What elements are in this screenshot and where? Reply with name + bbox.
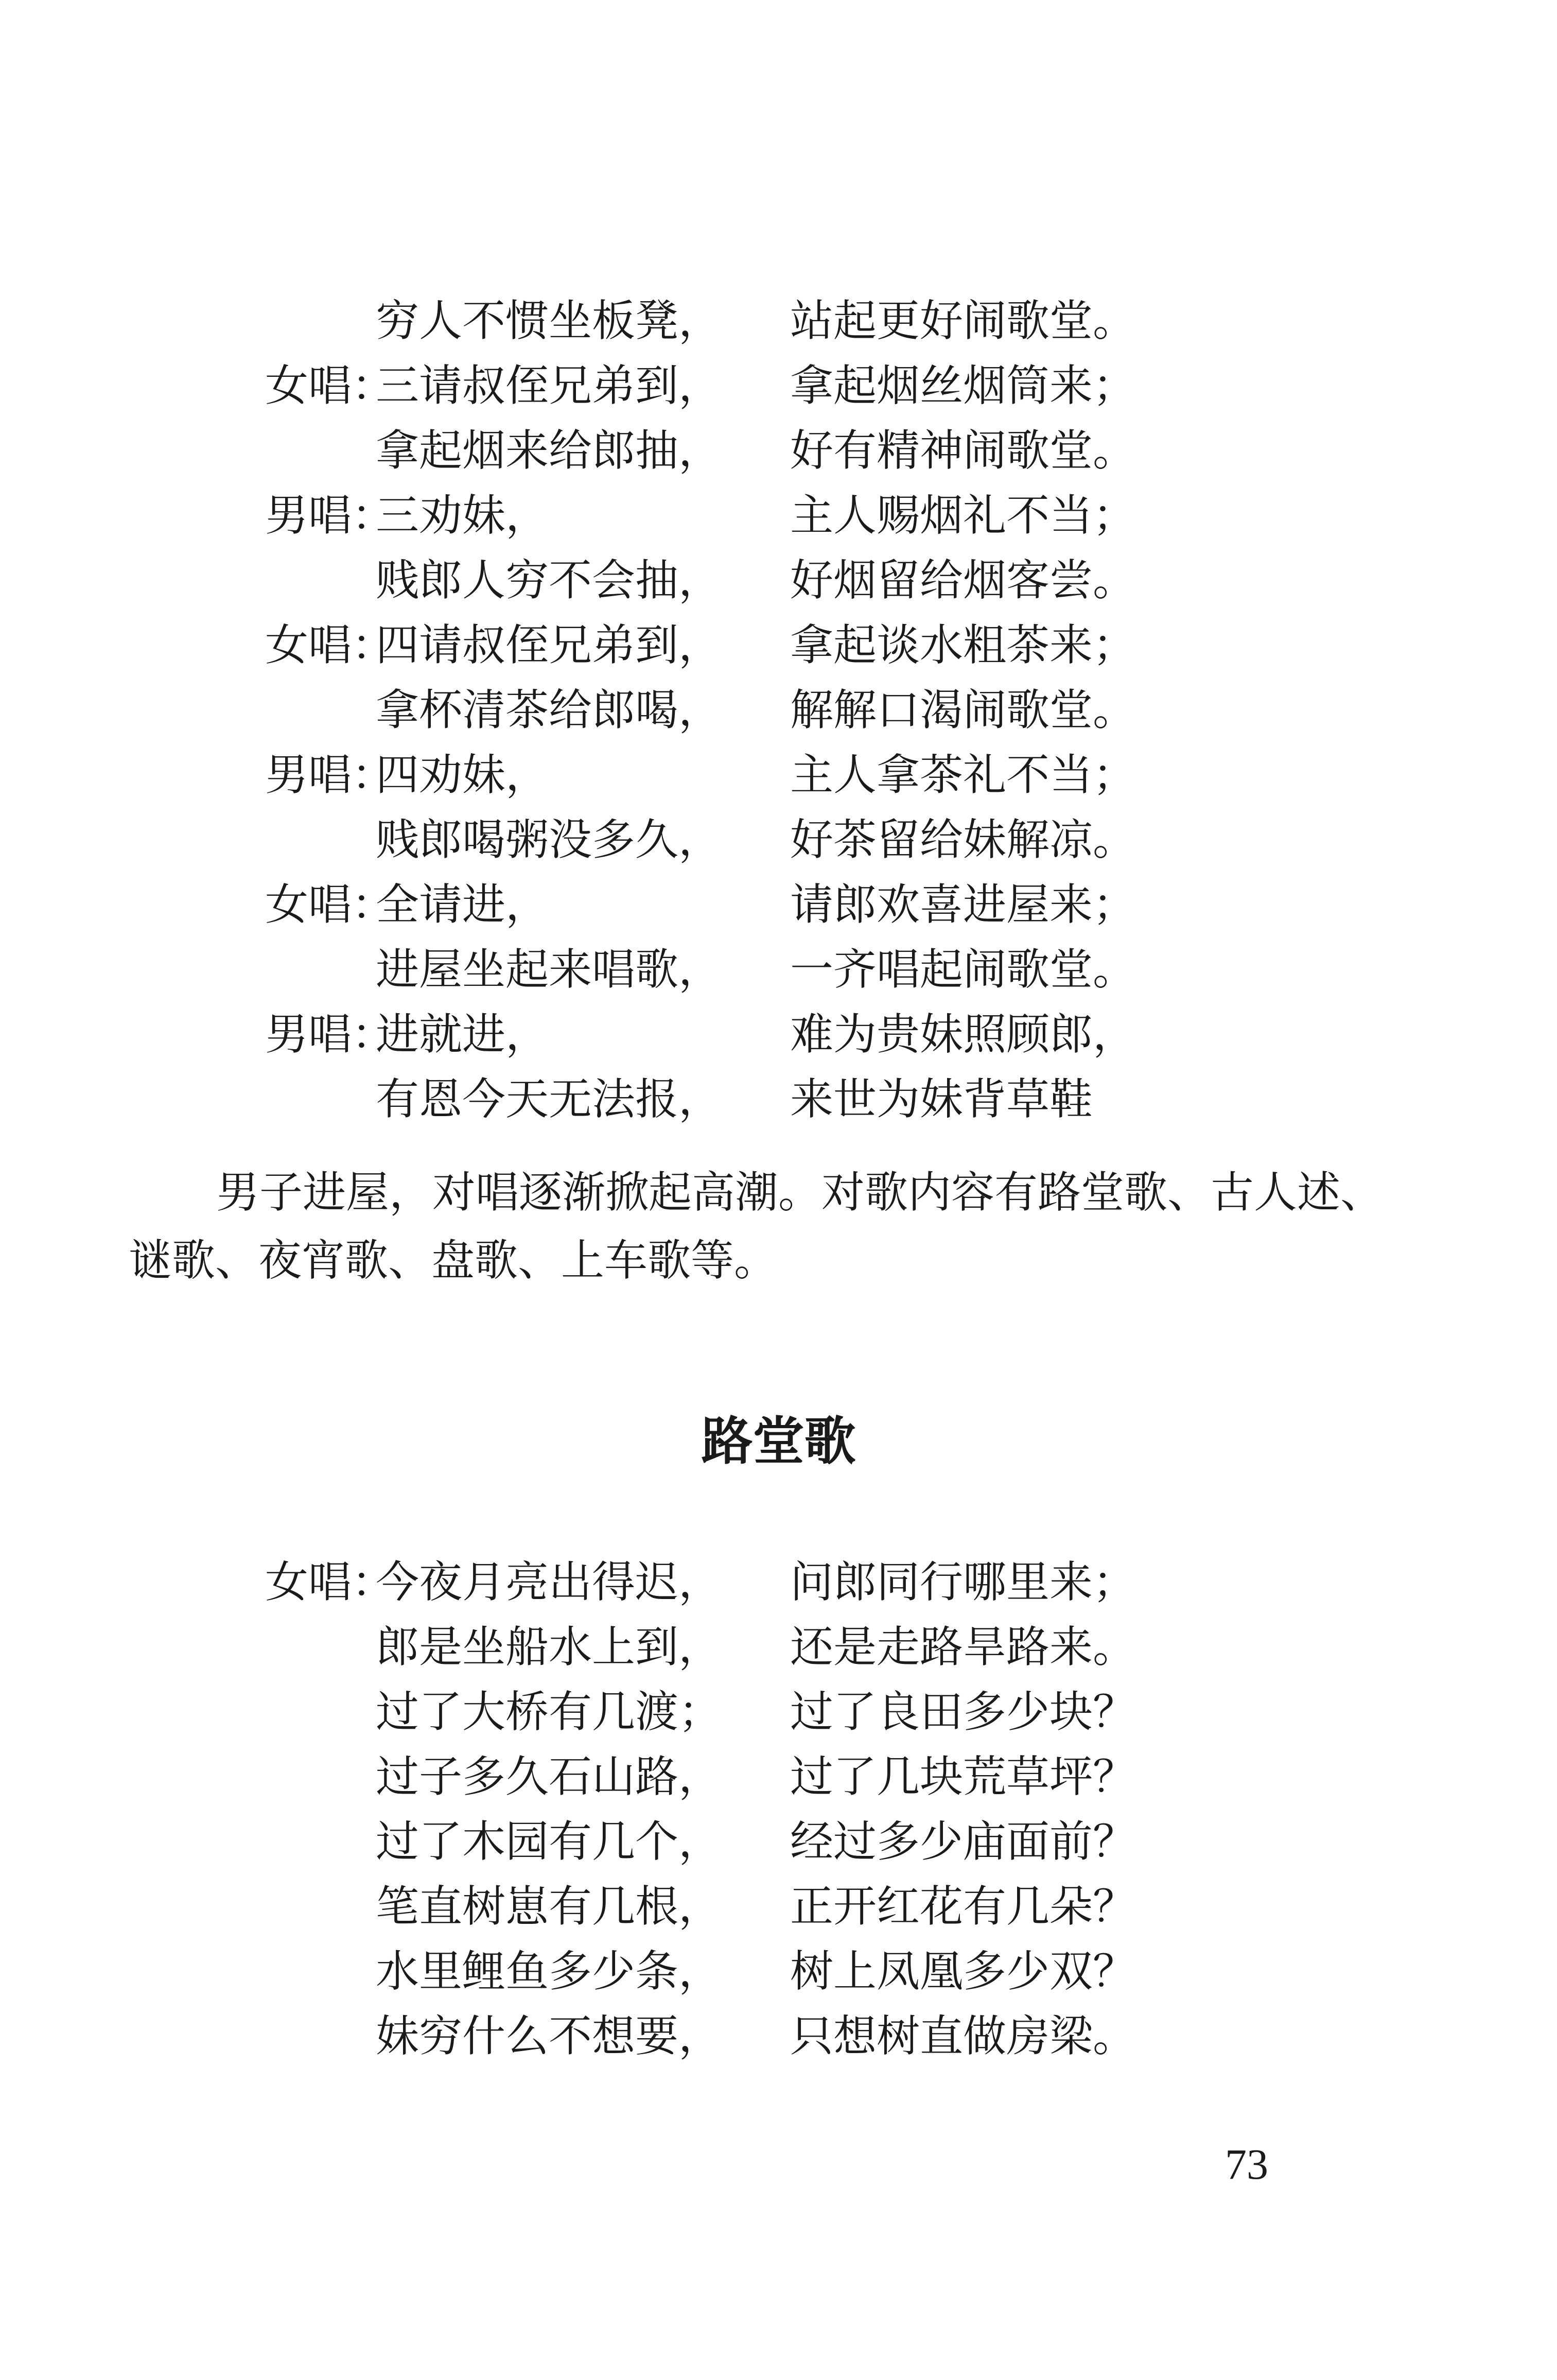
verse-first-half: 过了大桥有几渡； bbox=[376, 1687, 722, 1737]
verse-first-half: 笔直树崽有几根， bbox=[376, 1881, 722, 1932]
verse-first-half: 全请进， bbox=[376, 879, 549, 930]
verse-line bbox=[0, 677, 1557, 742]
speaker-label: 女唱： bbox=[265, 620, 395, 670]
verse-first-half: 进屋坐起来唱歌， bbox=[376, 944, 722, 995]
speaker-label: 女唱： bbox=[265, 360, 395, 411]
verse-line bbox=[0, 288, 1557, 353]
verse-first-half: 妹穷什么不想要， bbox=[376, 2011, 722, 2061]
speaker-label: 男唱： bbox=[265, 490, 395, 541]
section-title: 路堂歌 bbox=[701, 1411, 856, 1471]
speaker-label: 女唱： bbox=[265, 1557, 395, 1607]
verse-first-half: 贱郎喝粥没多久， bbox=[376, 814, 722, 865]
verse-second-half: 主人赐烟礼不当； bbox=[790, 490, 1136, 541]
verse-first-half: 进就进， bbox=[376, 1009, 549, 1059]
verse-block-top bbox=[0, 288, 1557, 1132]
verse-first-half: 穷人不惯坐板凳， bbox=[376, 296, 722, 346]
verse-block-bottom bbox=[0, 1550, 1557, 2069]
verse-first-half: 贱郎人穷不会抽， bbox=[376, 555, 722, 605]
verse-second-half: 主人拿茶礼不当； bbox=[790, 750, 1136, 800]
verse-line bbox=[0, 807, 1557, 872]
verse-line bbox=[0, 1679, 1557, 1744]
verse-line bbox=[0, 1809, 1557, 1874]
verse-first-half: 拿杯清茶给郎喝， bbox=[376, 685, 722, 735]
verse-second-half: 好烟留给烟客尝。 bbox=[790, 555, 1136, 605]
verse-second-half: 问郎同行哪里来； bbox=[790, 1557, 1136, 1607]
page-number: 73 bbox=[1225, 2141, 1268, 2188]
verse-first-half: 拿起烟来给郎抽， bbox=[376, 425, 722, 476]
speaker-label: 女唱： bbox=[265, 879, 395, 930]
verse-second-half: 请郎欢喜进屋来； bbox=[790, 879, 1136, 930]
verse-first-half: 今夜月亮出得迟， bbox=[376, 1557, 722, 1607]
verse-second-half: 难为贵妹照顾郎， bbox=[790, 1009, 1136, 1059]
verse-first-half: 水里鲤鱼多少条， bbox=[376, 1946, 722, 1996]
verse-first-half: 四劝妹， bbox=[376, 750, 549, 800]
verse-first-half: 四请叔侄兄弟到， bbox=[376, 620, 722, 670]
verse-line bbox=[0, 1067, 1557, 1132]
verse-line bbox=[0, 613, 1557, 677]
verse-line bbox=[0, 353, 1557, 418]
verse-line bbox=[0, 1002, 1557, 1067]
verse-second-half: 正开红花有几朵？ bbox=[790, 1881, 1136, 1932]
verse-line bbox=[0, 937, 1557, 1002]
prose-text: 男子进屋，对唱逐渐掀起高潮。对歌内容有路堂歌、古人述、谜歌、夜宵歌、盘歌、上车歌等。 bbox=[129, 1167, 1384, 1285]
verse-second-half: 只想树直做房梁。 bbox=[790, 2011, 1136, 2061]
verse-line bbox=[0, 1744, 1557, 1809]
verse-second-half: 还是走路旱路来。 bbox=[790, 1622, 1136, 1672]
verse-second-half: 好有精神闹歌堂。 bbox=[790, 425, 1136, 476]
verse-second-half: 过了几块荒草坪？ bbox=[790, 1751, 1136, 1802]
verse-line bbox=[0, 2004, 1557, 2069]
verse-second-half: 拿起烟丝烟筒来； bbox=[790, 360, 1136, 411]
verse-line bbox=[0, 1614, 1557, 1679]
verse-second-half: 好茶留给妹解凉。 bbox=[790, 814, 1136, 865]
verse-second-half: 一齐唱起闹歌堂。 bbox=[790, 944, 1136, 995]
verse-first-half: 过子多久石山路， bbox=[376, 1751, 722, 1802]
verse-line bbox=[0, 1874, 1557, 1939]
verse-second-half: 站起更好闹歌堂。 bbox=[790, 296, 1136, 346]
verse-first-half: 三劝妹， bbox=[376, 490, 549, 541]
verse-line bbox=[0, 548, 1557, 613]
verse-line bbox=[0, 1939, 1557, 2004]
verse-line bbox=[0, 872, 1557, 937]
verse-first-half: 过了木园有几个， bbox=[376, 1816, 722, 1867]
verse-first-half: 有恩今天无法报， bbox=[376, 1074, 722, 1124]
verse-second-half: 过了良田多少块？ bbox=[790, 1687, 1136, 1737]
verse-first-half: 三请叔侄兄弟到， bbox=[376, 360, 722, 411]
speaker-label: 男唱： bbox=[265, 1009, 395, 1059]
verse-first-half: 郎是坐船水上到， bbox=[376, 1622, 722, 1672]
verse-second-half: 来世为妹背草鞋 bbox=[790, 1074, 1093, 1124]
verse-second-half: 解解口渴闹歌堂。 bbox=[790, 685, 1136, 735]
verse-line bbox=[0, 1550, 1557, 1614]
verse-second-half: 经过多少庙面前？ bbox=[790, 1816, 1136, 1867]
verse-line bbox=[0, 418, 1557, 483]
verse-second-half: 树上凤凰多少双？ bbox=[790, 1946, 1136, 1996]
speaker-label: 男唱： bbox=[265, 750, 395, 800]
verse-line bbox=[0, 742, 1557, 807]
verse-line bbox=[0, 483, 1557, 548]
verse-second-half: 拿起谈水粗茶来； bbox=[790, 620, 1136, 670]
prose-paragraph bbox=[129, 1158, 1395, 1294]
